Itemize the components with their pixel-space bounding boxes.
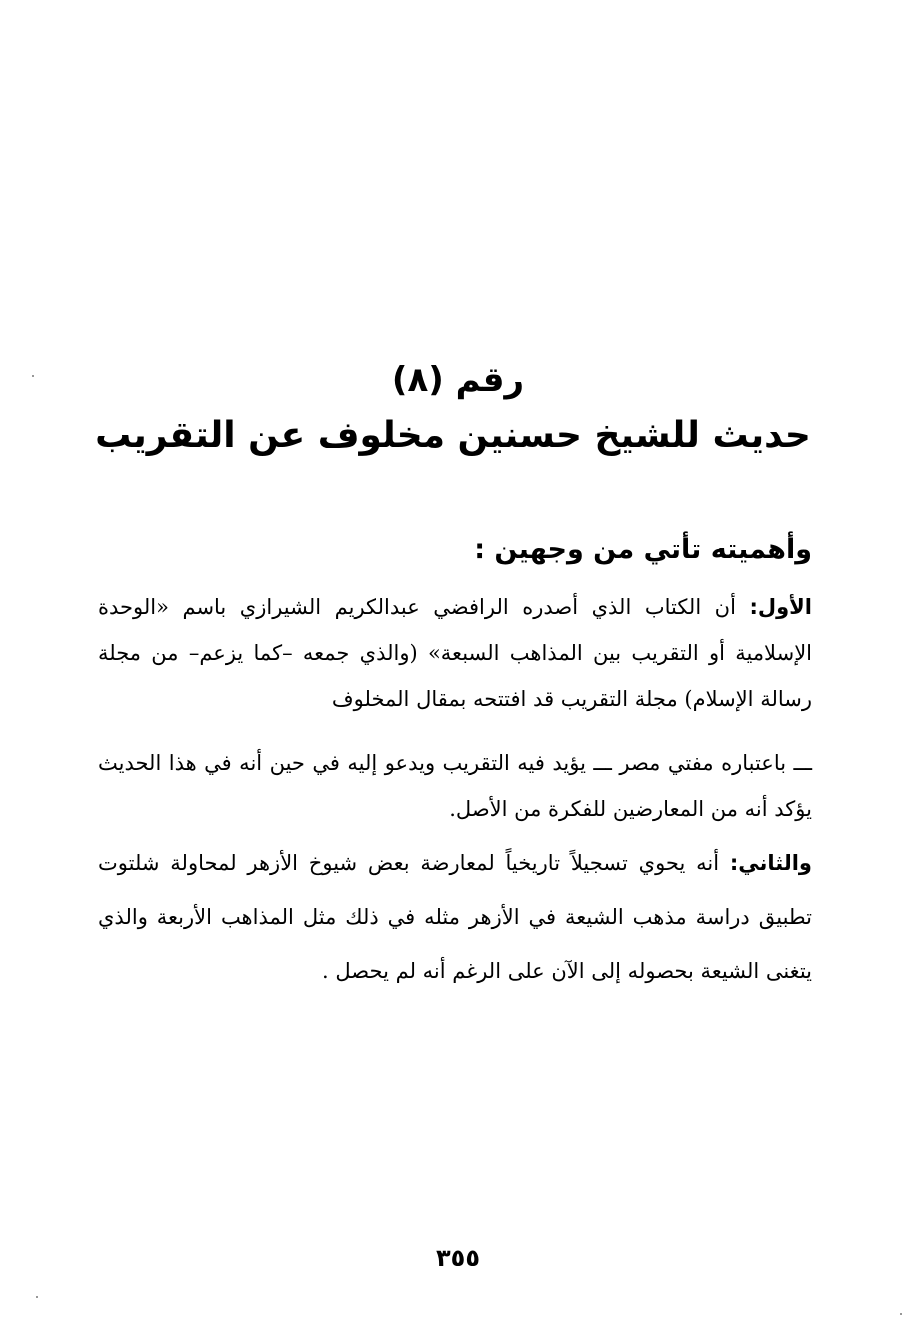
paragraph-first-label: الأول: (749, 595, 812, 619)
paragraph-second-text: أنه يحوي تسجيلاً تاريخياً لمعارضة بعض شيوخ الأزهر لمحاولة شلتوت تطبيق دراسة مذهب الشيعة في الأزهر مثله في ذلك مثل المذاهب الأربعة والذي يتغنى الشيعة بحصوله إلى الآن على الرغم أنه لم يحصل . (98, 851, 812, 983)
chapter-title: حديث للشيخ حسنين مخلوف عن التقريب (95, 415, 811, 456)
intro-line: وأهميته تأتي من وجهين : (474, 534, 812, 565)
paragraph-first (98, 584, 812, 722)
paragraph-second-label: والثاني: (729, 851, 812, 875)
paragraph-first-continued: ـــ باعتباره مفتي مصر ـــ يؤيد فيه التقريب ويدعو إليه في حين أنه في هذا الحديث يؤكد أنه من المعارضين للفكرة من الأصل. (98, 751, 812, 821)
scan-speck (900, 1313, 902, 1315)
chapter-heading (0, 352, 916, 464)
chapter-number: رقم (٨) (391, 360, 525, 400)
scan-speck (36, 1296, 38, 1298)
page-number: ٣٥٥ (436, 1244, 480, 1272)
paragraph-second (98, 836, 812, 998)
paragraph-first-text: أن الكتاب الذي أصدره الرافضي عبدالكريم الشيرازي باسم «الوحدة الإسلامية أو التقريب بين المذاهب السبعة» (والذي جمعه –كما يزعم– من مجلة رسالة الإسلام) مجلة التقريب قد افتتحه بمقال المخلوف (98, 595, 812, 711)
